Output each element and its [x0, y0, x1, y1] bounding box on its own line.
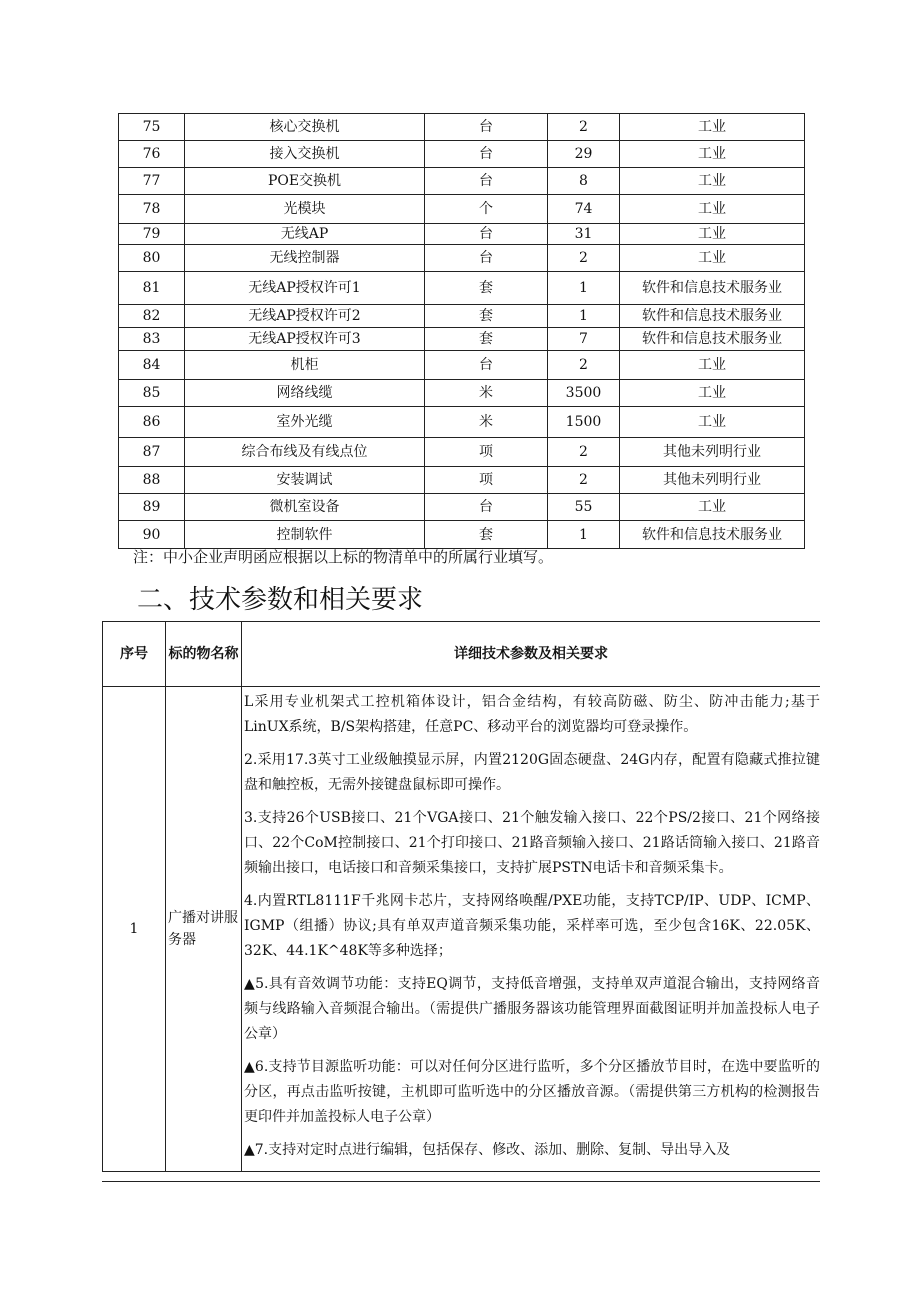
- items-table: [118, 113, 805, 549]
- item-industry: 其他未列明行业: [620, 467, 805, 494]
- table-row: [119, 438, 805, 467]
- item-industry: 软件和信息技术服务业: [620, 521, 805, 549]
- item-unit: 项: [425, 467, 548, 494]
- table-row: [119, 494, 805, 521]
- item-industry: 工业: [620, 141, 805, 168]
- item-name: 光模块: [185, 195, 425, 224]
- header-requirements: 详细技术参数及相关要求: [242, 622, 821, 687]
- item-unit: 套: [425, 272, 548, 305]
- item-name: 综合布线及有线点位: [185, 438, 425, 467]
- header-seq: 序号: [103, 622, 166, 687]
- item-name: 无线AP授权许可3: [185, 328, 425, 351]
- item-name: POE交换机: [185, 168, 425, 195]
- item-qty: 2: [548, 467, 620, 494]
- item-qty: 1: [548, 521, 620, 549]
- item-no: 75: [119, 114, 185, 141]
- item-no: 77: [119, 168, 185, 195]
- item-qty: 1: [548, 305, 620, 328]
- item-name: 网络线缆: [185, 380, 425, 407]
- item-no: 88: [119, 467, 185, 494]
- item-no: 81: [119, 272, 185, 305]
- spec-row: [103, 687, 821, 1172]
- requirement-item: ▲5.具有音效调节功能：支持EQ调节，支持低音增强，支持单双声道混合输出，支持网络音频与线路输入音频混合输出。（需提供广播服务器该功能管理界面截图证明并加盖投标人电子公章）: [244, 976, 820, 1042]
- item-no: 84: [119, 351, 185, 380]
- table-row: [119, 328, 805, 351]
- table-note: 注：中小企业声明函应根据以上标的物清单中的所属行业填写。: [133, 548, 554, 566]
- item-unit: 米: [425, 407, 548, 438]
- table-row: [119, 168, 805, 195]
- table-row: [119, 407, 805, 438]
- item-industry: 软件和信息技术服务业: [620, 272, 805, 305]
- spec-item-name: 广播对讲服务器: [166, 687, 242, 1172]
- item-qty: 1: [548, 272, 620, 305]
- item-unit: 项: [425, 438, 548, 467]
- item-name: 无线AP: [185, 224, 425, 245]
- item-qty: 7: [548, 328, 620, 351]
- requirement-item: 2.采用17.3英寸工业级触摸显示屏，内置2120G固态硬盘、24G内存，配置有隐藏式推拉键盘和触控板，无需外接键盘鼠标即可操作。: [244, 752, 820, 793]
- table-row: [119, 195, 805, 224]
- item-industry: 软件和信息技术服务业: [620, 305, 805, 328]
- item-qty: 1500: [548, 407, 620, 438]
- item-qty: 29: [548, 141, 620, 168]
- item-industry: 工业: [620, 380, 805, 407]
- item-industry: 工业: [620, 114, 805, 141]
- spec-seq: 1: [103, 687, 166, 1172]
- item-no: 86: [119, 407, 185, 438]
- item-unit: 台: [425, 245, 548, 272]
- spec-table: [102, 621, 820, 1172]
- item-name: 安装调试: [185, 467, 425, 494]
- item-industry: 工业: [620, 494, 805, 521]
- section-title: 二、技术参数和相关要求: [137, 585, 424, 615]
- table-row: [119, 305, 805, 328]
- item-no: 76: [119, 141, 185, 168]
- item-qty: 8: [548, 168, 620, 195]
- item-industry: 工业: [620, 245, 805, 272]
- item-industry: 工业: [620, 195, 805, 224]
- table-row: [119, 351, 805, 380]
- item-unit: 套: [425, 521, 548, 549]
- table-row: [119, 245, 805, 272]
- item-qty: 31: [548, 224, 620, 245]
- table-row: [119, 114, 805, 141]
- requirement-item: ▲7.支持对定时点进行编辑，包括保存、修改、添加、删除、复制、导出导入及: [244, 1142, 731, 1158]
- item-unit: 台: [425, 224, 548, 245]
- spec-header-row: [103, 622, 821, 687]
- item-industry: 软件和信息技术服务业: [620, 328, 805, 351]
- item-industry: 工业: [620, 407, 805, 438]
- item-industry: 其他未列明行业: [620, 438, 805, 467]
- item-name: 室外光缆: [185, 407, 425, 438]
- item-no: 89: [119, 494, 185, 521]
- item-no: 85: [119, 380, 185, 407]
- requirement-item: 3.支持26个USB接口、21个VGA接口、21个触发输入接口、22个PS/2接口、21个网络接口、22个CoM控制接口、21个打印接口、21路音频输入接口、21路话筒输入接口、21路音频输出接口，电话接口和音频采集接口，支持扩展PSTN电话卡和音频采集卡。: [244, 810, 820, 876]
- table-row: [119, 467, 805, 494]
- item-name: 接入交换机: [185, 141, 425, 168]
- item-no: 78: [119, 195, 185, 224]
- item-no: 80: [119, 245, 185, 272]
- spec-requirements: [242, 687, 821, 1172]
- item-unit: 米: [425, 380, 548, 407]
- item-unit: 套: [425, 328, 548, 351]
- item-no: 79: [119, 224, 185, 245]
- item-unit: 台: [425, 494, 548, 521]
- spec-table-container: [102, 621, 820, 1182]
- item-qty: 2: [548, 438, 620, 467]
- table-row: [119, 224, 805, 245]
- item-name: 控制软件: [185, 521, 425, 549]
- item-unit: 台: [425, 114, 548, 141]
- requirement-item: ▲6.支持节目源监听功能：可以对任何分区进行监听，多个分区播放节目时，在选中要监听的分区，再点击监听按键，主机即可监听选中的分区播放音源。（需提供第三方机构的检测报告更印件并加盖投标人电子公章）: [244, 1059, 820, 1125]
- item-no: 82: [119, 305, 185, 328]
- table-row: [119, 521, 805, 549]
- item-unit: 个: [425, 195, 548, 224]
- item-unit: 台: [425, 351, 548, 380]
- item-industry: 工业: [620, 168, 805, 195]
- requirement-item: L采用专业机架式工控机箱体设计，铝合金结构，有较高防磁、防尘、防冲击能力;基于LinUX系统，B/S架构搭建，任意PC、移动平台的浏览器均可登录操作。: [244, 694, 820, 735]
- item-unit: 台: [425, 168, 548, 195]
- requirement-item: 4.内置RTL8111F千兆网卡芯片，支持网络唤醒/PXE功能，支持TCP/IP、UDP、ICMP、IGMP（组播）协议;具有单双声道音频采集功能，采样率可选，至少包含16K、22.05K、32K、44.1K^48K等多种选择；: [244, 893, 820, 959]
- table-row: [119, 141, 805, 168]
- item-no: 87: [119, 438, 185, 467]
- item-qty: 2: [548, 245, 620, 272]
- item-name: 无线AP授权许可1: [185, 272, 425, 305]
- item-name: 机柜: [185, 351, 425, 380]
- item-name: 无线AP授权许可2: [185, 305, 425, 328]
- item-qty: 2: [548, 351, 620, 380]
- item-no: 83: [119, 328, 185, 351]
- item-qty: 55: [548, 494, 620, 521]
- item-qty: 74: [548, 195, 620, 224]
- item-qty: 3500: [548, 380, 620, 407]
- item-name: 微机室设备: [185, 494, 425, 521]
- item-industry: 工业: [620, 224, 805, 245]
- item-name: 核心交换机: [185, 114, 425, 141]
- items-table-body: [119, 114, 805, 549]
- header-item-name: 标的物名称: [166, 622, 242, 687]
- item-industry: 工业: [620, 351, 805, 380]
- item-name: 无线控制器: [185, 245, 425, 272]
- item-no: 90: [119, 521, 185, 549]
- item-unit: 套: [425, 305, 548, 328]
- item-unit: 台: [425, 141, 548, 168]
- table-row: [119, 380, 805, 407]
- table-row: [119, 272, 805, 305]
- item-qty: 2: [548, 114, 620, 141]
